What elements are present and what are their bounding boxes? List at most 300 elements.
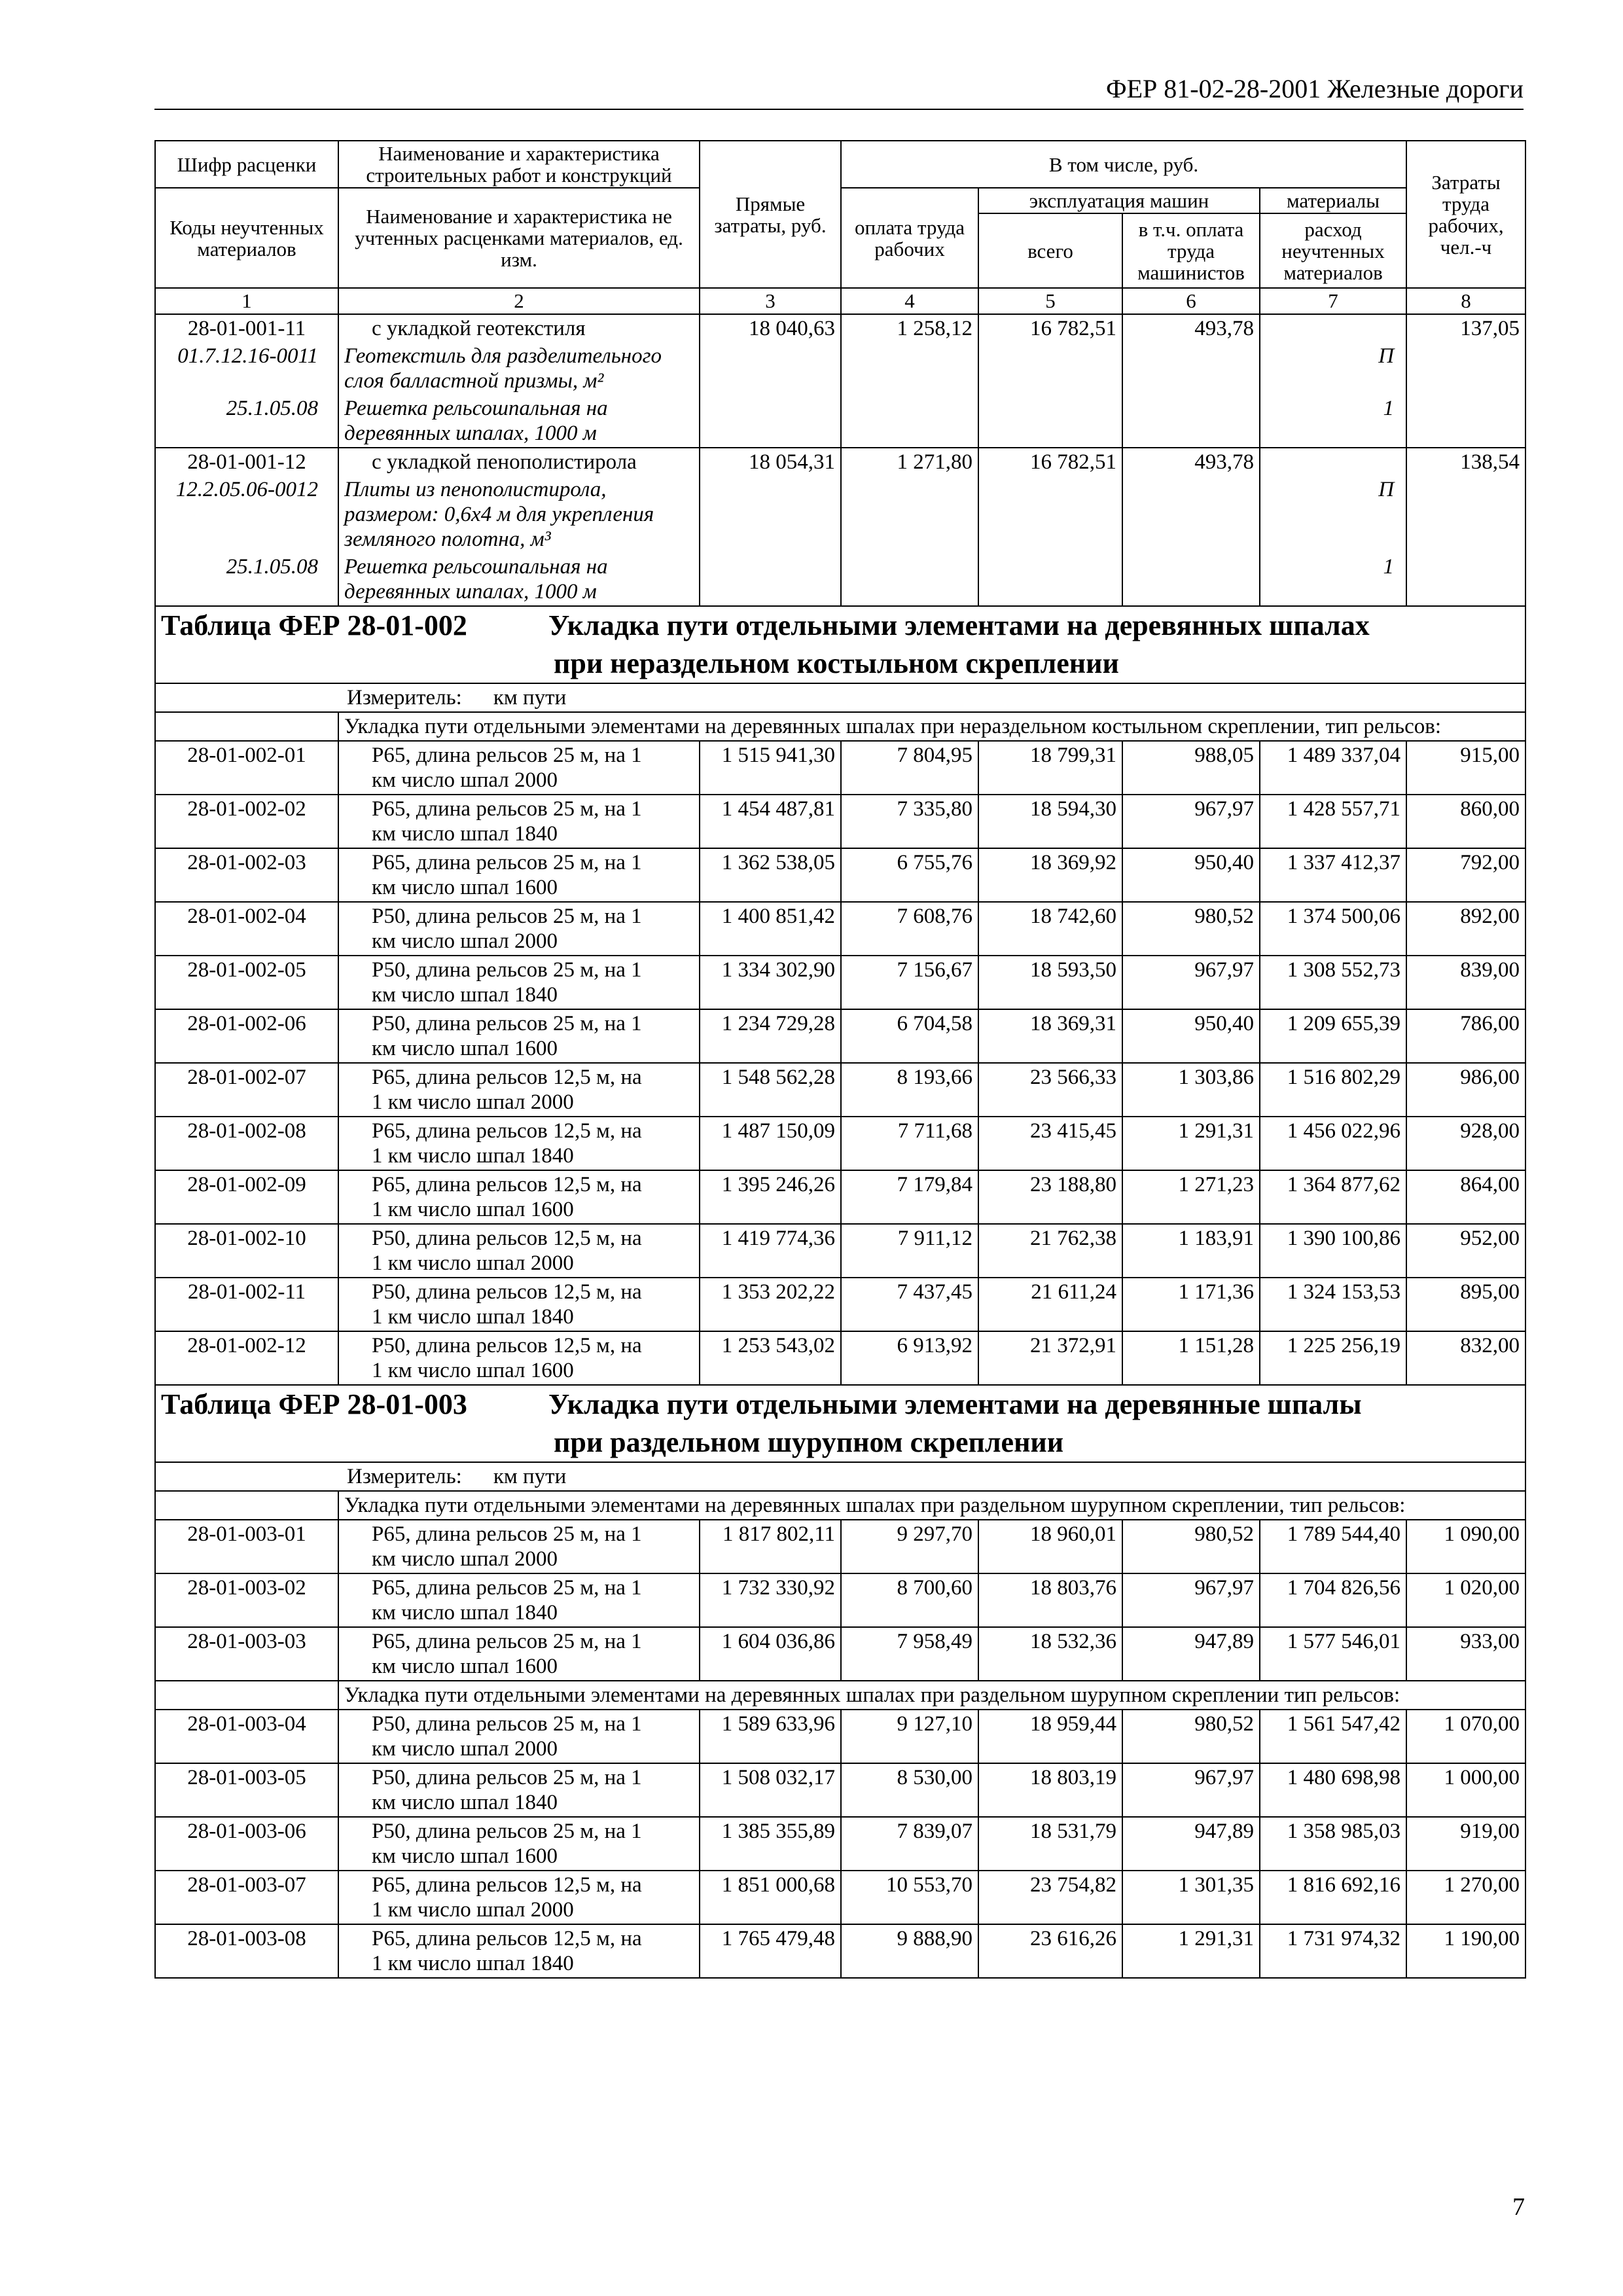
direct-costs: 1 353 202,22 (700, 1278, 841, 1331)
table-title-line-2: при нераздельном костыльном скреплении (554, 647, 1119, 679)
group-row (155, 1491, 1525, 1520)
material-name: Плиты из пенополистирола, размером: 0,6х4 м для укрепления земляного полотна, м³ (338, 476, 700, 553)
rate-name: с укладкой пенополистирола (338, 448, 700, 476)
rate-name-line-1: Р50, длина рельсов 12,5 м, на (372, 1334, 642, 1357)
materials-costs: 1 364 877,62 (1260, 1170, 1406, 1224)
group-row (155, 1681, 1525, 1710)
header-unaccounted-name: Наименование и характеристика не учтенных расценками материалов, ед. изм. (338, 188, 700, 288)
rate-name (338, 1224, 700, 1278)
rate-row (155, 848, 1525, 902)
column-number: 3 (700, 288, 841, 314)
rate-name (338, 1063, 700, 1117)
column-number: 7 (1260, 288, 1406, 314)
direct-costs: 1 395 246,26 (700, 1170, 841, 1224)
header-unaccounted-codes: Коды неучтенных материалов (155, 188, 338, 288)
rate-row (155, 1224, 1525, 1278)
group-spacer (155, 1681, 338, 1710)
rate-name-line-1: Р50, длина рельсов 25 м, на 1 (372, 1012, 642, 1035)
rate-row (155, 1763, 1525, 1817)
machine-costs: 21 611,24 (978, 1278, 1122, 1331)
machine-costs: 21 372,91 (978, 1331, 1122, 1385)
measure-row (155, 683, 1525, 712)
rate-name-line-2: км число шпал 1840 (372, 1601, 558, 1624)
direct-costs: 1 234 729,28 (700, 1009, 841, 1063)
worker-pay: 7 156,67 (841, 956, 978, 1009)
direct-costs: 1 253 543,02 (700, 1331, 841, 1385)
rate-name (338, 1871, 700, 1924)
material-name: Геотекстиль для разделительного слоя балластной призмы, м² (338, 342, 700, 395)
materials-costs: 1 789 544,40 (1260, 1520, 1406, 1573)
operator-pay: 1 171,36 (1122, 1278, 1260, 1331)
material-code: 12.2.05.06-0012 (155, 476, 338, 553)
labor-costs: 137,05 (1406, 314, 1525, 448)
rate-code: 28-01-003-05 (155, 1763, 338, 1817)
header-including: В том числе, руб. (841, 141, 1406, 188)
document-header (154, 71, 1524, 110)
rate-name-line-1: Р50, длина рельсов 25 м, на 1 (372, 1766, 642, 1789)
rate-row (155, 1627, 1525, 1681)
header-work-name: Наименование и характеристика строительных работ и конструкций (338, 141, 700, 188)
measure-label: Измеритель: (347, 686, 462, 709)
worker-pay: 6 755,76 (841, 848, 978, 902)
materials-costs: 1 358 985,03 (1260, 1817, 1406, 1871)
labor-costs: 1 000,00 (1406, 1763, 1525, 1817)
rate-name-line-1: Р50, длина рельсов 25 м, на 1 (372, 958, 642, 982)
rate-code: 28-01-002-07 (155, 1063, 338, 1117)
labor-costs: 792,00 (1406, 848, 1525, 902)
labor-costs: 1 270,00 (1406, 1871, 1525, 1924)
rate-name-line-1: Р65, длина рельсов 25 м, на 1 (372, 1576, 642, 1600)
rate-name-line-2: 1 км число шпал 1600 (372, 1198, 574, 1221)
rate-name-line-1: Р50, длина рельсов 25 м, на 1 (372, 905, 642, 928)
header-worker-pay: оплата труда рабочих (841, 188, 978, 288)
labor-costs: 952,00 (1406, 1224, 1525, 1278)
group-description: Укладка пути отдельными элементами на деревянных шпалах при раздельном шурупном скреплении тип рельсов: (338, 1681, 1525, 1710)
rate-row (155, 1520, 1525, 1573)
materials-costs: 1 704 826,56 (1260, 1573, 1406, 1627)
operator-pay: 493,78 (1122, 314, 1260, 448)
machine-costs: 21 762,38 (978, 1224, 1122, 1278)
worker-pay: 7 958,49 (841, 1627, 978, 1681)
machine-costs: 18 959,44 (978, 1710, 1122, 1763)
labor-costs: 933,00 (1406, 1627, 1525, 1681)
header-row-2 (155, 188, 1525, 213)
worker-pay: 8 700,60 (841, 1573, 978, 1627)
rate-row (155, 902, 1525, 956)
rate-name-line-1: Р65, длина рельсов 25 м, на 1 (372, 744, 642, 767)
rate-code: 28-01-001-12 (155, 448, 338, 476)
column-number: 8 (1406, 288, 1525, 314)
rate-name (338, 1331, 700, 1385)
rate-name (338, 1817, 700, 1871)
material-name: Решетка рельсошпальная на деревянных шпалах, 1000 м (338, 553, 700, 606)
rate-code: 28-01-002-09 (155, 1170, 338, 1224)
table-title (155, 1385, 1525, 1462)
machine-costs: 23 566,33 (978, 1063, 1122, 1117)
rate-name-line-2: км число шпал 1600 (372, 1844, 558, 1868)
labor-costs: 892,00 (1406, 902, 1525, 956)
rate-code: 28-01-002-04 (155, 902, 338, 956)
operator-pay: 1 291,31 (1122, 1924, 1260, 1978)
operator-pay: 947,89 (1122, 1627, 1260, 1681)
rate-row (155, 741, 1525, 795)
worker-pay: 8 530,00 (841, 1763, 978, 1817)
direct-costs: 1 548 562,28 (700, 1063, 841, 1117)
column-number: 1 (155, 288, 338, 314)
rate-name-line-1: Р65, длина рельсов 12,5 м, на (372, 1066, 642, 1089)
direct-costs: 1 817 802,11 (700, 1520, 841, 1573)
measure (155, 683, 1525, 712)
rate-name-line-2: км число шпал 2000 (372, 1737, 558, 1761)
table-title-row (155, 1385, 1525, 1462)
rate-name-line-1: Р50, длина рельсов 12,5 м, на (372, 1227, 642, 1250)
materials-costs: 1 308 552,73 (1260, 956, 1406, 1009)
materials-costs (1260, 448, 1406, 476)
page-number: 7 (1512, 2193, 1525, 2221)
rate-code: 28-01-003-03 (155, 1627, 338, 1681)
labor-costs: 986,00 (1406, 1063, 1525, 1117)
direct-costs: 1 454 487,81 (700, 795, 841, 848)
table-title-line-1: Укладка пути отдельными элементами на деревянных шпалах (548, 609, 1370, 641)
labor-costs: 839,00 (1406, 956, 1525, 1009)
rate-name-line-2: 1 км число шпал 1840 (372, 1144, 574, 1168)
rate-name-line-2: км число шпал 2000 (372, 768, 558, 792)
labor-costs: 915,00 (1406, 741, 1525, 795)
group-description: Укладка пути отдельными элементами на деревянных шпалах при нераздельном костыльном скреплении, тип рельсов: (338, 712, 1525, 741)
measure-label: Измеритель: (347, 1465, 462, 1488)
machine-costs: 18 803,76 (978, 1573, 1122, 1627)
worker-pay: 7 804,95 (841, 741, 978, 795)
rate-name-line-2: 1 км число шпал 2000 (372, 1090, 574, 1114)
header-row-1 (155, 141, 1525, 188)
direct-costs: 18 054,31 (700, 448, 841, 606)
rate-code: 28-01-002-03 (155, 848, 338, 902)
table-title-row (155, 606, 1525, 683)
rate-code: 28-01-003-01 (155, 1520, 338, 1573)
rate-code: 28-01-002-10 (155, 1224, 338, 1278)
machine-costs: 23 754,82 (978, 1871, 1122, 1924)
operator-pay: 493,78 (1122, 448, 1260, 606)
material-consumption: 1 (1260, 553, 1406, 606)
measure (155, 1462, 1525, 1491)
rate-name-line-2: км число шпал 1600 (372, 876, 558, 899)
rate-name (338, 1710, 700, 1763)
rate-name (338, 1520, 700, 1573)
document-title: ФЕР 81-02-28-2001 Железные дороги (1105, 74, 1524, 103)
group-spacer (155, 1491, 338, 1520)
column-number: 5 (978, 288, 1122, 314)
direct-costs: 1 589 633,96 (700, 1710, 841, 1763)
labor-costs: 1 190,00 (1406, 1924, 1525, 1978)
rate-name-line-2: 1 км число шпал 1600 (372, 1359, 574, 1382)
column-number: 6 (1122, 288, 1260, 314)
rate-name-line-2: км число шпал 1840 (372, 1791, 558, 1814)
machine-costs: 18 531,79 (978, 1817, 1122, 1871)
rate-name: с укладкой геотекстиля (338, 314, 700, 342)
rate-name (338, 741, 700, 795)
labor-costs: 860,00 (1406, 795, 1525, 848)
header-direct-costs: Прямые затраты, руб. (700, 141, 841, 288)
rate-name (338, 795, 700, 848)
rate-code: 28-01-002-01 (155, 741, 338, 795)
direct-costs: 1 765 479,48 (700, 1924, 841, 1978)
rate-name-line-1: Р65, длина рельсов 25 м, на 1 (372, 1630, 642, 1653)
group-spacer (155, 712, 338, 741)
material-consumption: 1 (1260, 395, 1406, 448)
column-number: 4 (841, 288, 978, 314)
material-consumption: П (1260, 342, 1406, 395)
material-name: Решетка рельсошпальная на деревянных шпалах, 1000 м (338, 395, 700, 448)
rate-code: 28-01-003-08 (155, 1924, 338, 1978)
machine-costs: 18 594,30 (978, 795, 1122, 848)
direct-costs: 1 604 036,86 (700, 1627, 841, 1681)
rate-row (155, 1710, 1525, 1763)
material-code: 25.1.05.08 (155, 395, 338, 448)
header-total: всего (978, 213, 1122, 288)
rate-name-line-1: Р50, длина рельсов 12,5 м, на (372, 1280, 642, 1304)
worker-pay: 1 258,12 (841, 314, 978, 448)
direct-costs: 1 732 330,92 (700, 1573, 841, 1627)
direct-costs: 18 040,63 (700, 314, 841, 448)
rate-name-line-2: км число шпал 2000 (372, 1547, 558, 1571)
direct-costs: 1 385 355,89 (700, 1817, 841, 1871)
worker-pay: 9 297,70 (841, 1520, 978, 1573)
worker-pay: 7 335,80 (841, 795, 978, 848)
rate-code: 28-01-002-12 (155, 1331, 338, 1385)
operator-pay: 1 291,31 (1122, 1117, 1260, 1170)
materials-costs: 1 577 546,01 (1260, 1627, 1406, 1681)
materials-costs: 1 480 698,98 (1260, 1763, 1406, 1817)
rate-name-line-1: Р50, длина рельсов 25 м, на 1 (372, 1820, 642, 1843)
column-number-row (155, 288, 1525, 314)
rate-row (155, 1009, 1525, 1063)
rate-name (338, 1278, 700, 1331)
rate-code: 28-01-002-06 (155, 1009, 338, 1063)
rate-name (338, 1170, 700, 1224)
direct-costs: 1 515 941,30 (700, 741, 841, 795)
labor-costs: 1 070,00 (1406, 1710, 1525, 1763)
rate-name-line-2: км число шпал 1600 (372, 1655, 558, 1678)
worker-pay: 8 193,66 (841, 1063, 978, 1117)
rate-name (338, 1924, 700, 1978)
machine-costs: 18 742,60 (978, 902, 1122, 956)
rate-name-line-1: Р65, длина рельсов 12,5 м, на (372, 1873, 642, 1897)
machine-costs: 23 616,26 (978, 1924, 1122, 1978)
operator-pay: 1 303,86 (1122, 1063, 1260, 1117)
operator-pay: 967,97 (1122, 1573, 1260, 1627)
materials-costs: 1 561 547,42 (1260, 1710, 1406, 1763)
labor-costs: 1 020,00 (1406, 1573, 1525, 1627)
operator-pay: 980,52 (1122, 902, 1260, 956)
operator-pay: 967,97 (1122, 795, 1260, 848)
rate-code: 28-01-003-04 (155, 1710, 338, 1763)
worker-pay: 7 839,07 (841, 1817, 978, 1871)
rate-code: 28-01-001-11 (155, 314, 338, 342)
machine-costs: 18 532,36 (978, 1627, 1122, 1681)
rate-name (338, 1627, 700, 1681)
rate-code: 28-01-003-06 (155, 1817, 338, 1871)
rate-name-line-1: Р65, длина рельсов 25 м, на 1 (372, 1522, 642, 1546)
direct-costs: 1 362 538,05 (700, 848, 841, 902)
table-title (155, 606, 1525, 683)
rate-name-line-2: 1 км число шпал 1840 (372, 1952, 574, 1975)
worker-pay: 6 704,58 (841, 1009, 978, 1063)
measure-value: км пути (493, 1465, 567, 1488)
operator-pay: 950,40 (1122, 1009, 1260, 1063)
materials-costs: 1 428 557,71 (1260, 795, 1406, 848)
materials-costs: 1 374 500,06 (1260, 902, 1406, 956)
labor-costs: 138,54 (1406, 448, 1525, 606)
rate-row (155, 1573, 1525, 1627)
operator-pay: 1 271,23 (1122, 1170, 1260, 1224)
material-code: 25.1.05.08 (155, 553, 338, 606)
operator-pay: 967,97 (1122, 1763, 1260, 1817)
rate-row (155, 1871, 1525, 1924)
machine-costs: 18 960,01 (978, 1520, 1122, 1573)
rate-name-line-2: км число шпал 2000 (372, 929, 558, 953)
machine-costs: 18 593,50 (978, 956, 1122, 1009)
labor-costs: 919,00 (1406, 1817, 1525, 1871)
rate-name-line-1: Р65, длина рельсов 12,5 м, на (372, 1173, 642, 1196)
operator-pay: 980,52 (1122, 1710, 1260, 1763)
machine-costs: 18 369,31 (978, 1009, 1122, 1063)
rates-table-body (155, 141, 1525, 1978)
labor-costs: 928,00 (1406, 1117, 1525, 1170)
machine-costs: 18 369,92 (978, 848, 1122, 902)
header-machine-operation: эксплуатация машин (978, 188, 1260, 213)
worker-pay: 10 553,70 (841, 1871, 978, 1924)
rate-name-line-1: Р65, длина рельсов 12,5 м, на (372, 1927, 642, 1950)
rate-name (338, 902, 700, 956)
column-number: 2 (338, 288, 700, 314)
rate-row (155, 1817, 1525, 1871)
rate-code: 28-01-002-05 (155, 956, 338, 1009)
rate-name-line-2: 1 км число шпал 2000 (372, 1251, 574, 1275)
labor-costs: 895,00 (1406, 1278, 1525, 1331)
rate-code: 28-01-003-02 (155, 1573, 338, 1627)
rate-row (155, 1117, 1525, 1170)
worker-pay: 7 437,45 (841, 1278, 978, 1331)
rate-row (155, 1331, 1525, 1385)
machine-costs: 18 803,19 (978, 1763, 1122, 1817)
machine-costs: 18 799,31 (978, 741, 1122, 795)
rate-name-line-1: Р65, длина рельсов 12,5 м, на (372, 1119, 642, 1143)
rate-name (338, 848, 700, 902)
group-description: Укладка пути отдельными элементами на деревянных шпалах при раздельном шурупном скреплении, тип рельсов: (338, 1491, 1525, 1520)
measure-value: км пути (493, 686, 567, 709)
operator-pay: 980,52 (1122, 1520, 1260, 1573)
direct-costs: 1 334 302,90 (700, 956, 841, 1009)
rate-code: 28-01-002-11 (155, 1278, 338, 1331)
rate-row (155, 1063, 1525, 1117)
header-unaccounted-consumption: расход неучтенных материалов (1260, 213, 1406, 288)
operator-pay: 950,40 (1122, 848, 1260, 902)
rate-row (155, 795, 1525, 848)
direct-costs: 1 851 000,68 (700, 1871, 841, 1924)
rate-name-line-1: Р65, длина рельсов 25 м, на 1 (372, 851, 642, 874)
table-title-line-2: при раздельном шурупном скреплении (554, 1426, 1064, 1458)
group-row (155, 712, 1525, 741)
measure-row (155, 1462, 1525, 1491)
table-code: Таблица ФЕР 28-01-002 (161, 609, 467, 641)
material-code: 01.7.12.16-0011 (155, 342, 338, 395)
worker-pay: 7 608,76 (841, 902, 978, 956)
materials-costs: 1 816 692,16 (1260, 1871, 1406, 1924)
operator-pay: 967,97 (1122, 956, 1260, 1009)
rate-name-line-2: км число шпал 1840 (372, 983, 558, 1007)
materials-costs: 1 209 655,39 (1260, 1009, 1406, 1063)
worker-pay: 7 179,84 (841, 1170, 978, 1224)
operator-pay: 1 151,28 (1122, 1331, 1260, 1385)
machine-costs: 23 188,80 (978, 1170, 1122, 1224)
rate-row (155, 1170, 1525, 1224)
direct-costs: 1 400 851,42 (700, 902, 841, 956)
rate-name (338, 956, 700, 1009)
rate-name-line-2: км число шпал 1840 (372, 822, 558, 846)
direct-costs: 1 508 032,17 (700, 1763, 841, 1817)
table-code: Таблица ФЕР 28-01-003 (161, 1388, 467, 1420)
material-consumption: П (1260, 476, 1406, 553)
labor-costs: 786,00 (1406, 1009, 1525, 1063)
worker-pay: 9 888,90 (841, 1924, 978, 1978)
materials-costs: 1 337 412,37 (1260, 848, 1406, 902)
operator-pay: 1 301,35 (1122, 1871, 1260, 1924)
worker-pay: 7 911,12 (841, 1224, 978, 1278)
rate-row (155, 956, 1525, 1009)
worker-pay: 1 271,80 (841, 448, 978, 606)
operator-pay: 988,05 (1122, 741, 1260, 795)
worker-pay: 6 913,92 (841, 1331, 978, 1385)
rates-table (154, 140, 1526, 1979)
materials-costs: 1 731 974,32 (1260, 1924, 1406, 1978)
materials-costs (1260, 314, 1406, 342)
header-materials: материалы (1260, 188, 1406, 213)
rate-name (338, 1763, 700, 1817)
rate-code: 28-01-002-08 (155, 1117, 338, 1170)
header-cipher: Шифр расценки (155, 141, 338, 188)
header-operator-pay: в т.ч. оплата труда машинистов (1122, 213, 1260, 288)
rate-row (155, 448, 1525, 476)
header-labor-costs: Затраты труда рабочих, чел.-ч (1406, 141, 1525, 288)
rate-name (338, 1573, 700, 1627)
labor-costs: 1 090,00 (1406, 1520, 1525, 1573)
table-title-line-1: Укладка пути отдельными элементами на деревянные шпалы (548, 1388, 1362, 1420)
rate-name-line-2: 1 км число шпал 2000 (372, 1898, 574, 1922)
machine-costs: 23 415,45 (978, 1117, 1122, 1170)
rate-code: 28-01-002-02 (155, 795, 338, 848)
labor-costs: 832,00 (1406, 1331, 1525, 1385)
rate-row (155, 1278, 1525, 1331)
direct-costs: 1 487 150,09 (700, 1117, 841, 1170)
rate-name-line-2: 1 км число шпал 1840 (372, 1305, 574, 1329)
machine-costs: 16 782,51 (978, 448, 1122, 606)
materials-costs: 1 456 022,96 (1260, 1117, 1406, 1170)
rate-row (155, 1924, 1525, 1978)
materials-costs: 1 324 153,53 (1260, 1278, 1406, 1331)
rate-name (338, 1009, 700, 1063)
materials-costs: 1 225 256,19 (1260, 1331, 1406, 1385)
materials-costs: 1 390 100,86 (1260, 1224, 1406, 1278)
rate-name-line-1: Р65, длина рельсов 25 м, на 1 (372, 797, 642, 821)
materials-costs: 1 489 337,04 (1260, 741, 1406, 795)
materials-costs: 1 516 802,29 (1260, 1063, 1406, 1117)
operator-pay: 947,89 (1122, 1817, 1260, 1871)
rate-name-line-1: Р50, длина рельсов 25 м, на 1 (372, 1712, 642, 1736)
rate-name-line-2: км число шпал 1600 (372, 1037, 558, 1060)
rate-row (155, 314, 1525, 342)
labor-costs: 864,00 (1406, 1170, 1525, 1224)
worker-pay: 7 711,68 (841, 1117, 978, 1170)
